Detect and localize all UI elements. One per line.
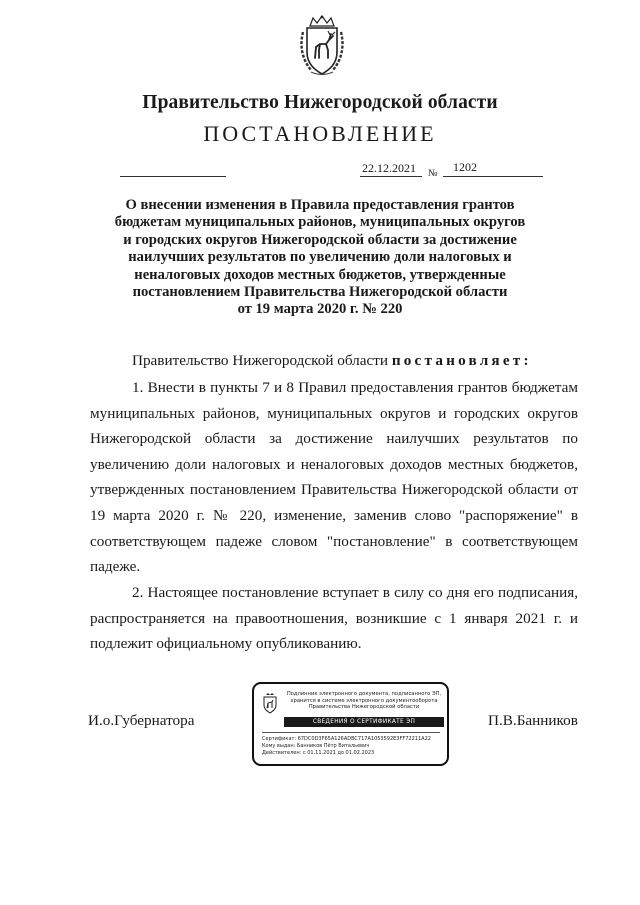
document-number: 1202 bbox=[453, 160, 477, 174]
stamp-header-line: Правительства Нижегородской области bbox=[308, 704, 420, 711]
heading-line: неналоговых доходов местных бюджетов, утвержденные bbox=[134, 266, 506, 283]
stamp-header-line: Подлинник электронного документа, подписанного ЭП, bbox=[286, 691, 442, 697]
stamp-validity: Действителен: с 01.11.2021 до 01.02.2023 bbox=[262, 750, 375, 756]
intro-resolves: постановляет: bbox=[391, 352, 532, 369]
number-underline bbox=[443, 176, 543, 177]
organization-title: Правительство Нижегородской области bbox=[142, 92, 498, 113]
signer-position: И.о.Губернатора bbox=[88, 712, 195, 729]
date-underline bbox=[360, 176, 422, 177]
heading-line: и городских округов Нижегородской области за достижение bbox=[123, 231, 517, 248]
stamp-divider bbox=[262, 732, 440, 733]
stamp-certificate-band: СВЕДЕНИЯ О СЕРТИФИКАТЕ ЭП bbox=[284, 717, 444, 727]
stamp-issued-to: Кому выдан: Банников Пётр Витальевич bbox=[262, 743, 370, 749]
document-date: 22.12.2021 bbox=[362, 161, 416, 175]
coat-of-arms-icon bbox=[297, 14, 347, 78]
resolution-intro bbox=[132, 348, 532, 374]
heading-line: О внесении изменения в Правила предоставления грантов bbox=[125, 197, 515, 213]
number-sign: № bbox=[428, 168, 438, 179]
heading-line: от 19 марта 2020 г. № 220 bbox=[237, 301, 403, 318]
paragraph-2: 2. Настоящее постановление вступает в силу со дня его подписания, распространяется на правоотношения, возникшие с 1 января 2021 г. и подлежит официальному опубликованию. bbox=[90, 584, 578, 653]
document-heading bbox=[100, 197, 540, 319]
signer-name: П.В.Банников bbox=[488, 712, 578, 729]
heading-line: бюджетам муниципальных районов, муниципальных округов bbox=[114, 214, 526, 231]
heading-line: наилучших результатов по увеличению доли налоговых и bbox=[128, 249, 512, 266]
document-type: ПОСТАНОВЛЕНИЕ bbox=[203, 121, 437, 146]
stamp-header-line: хранится в системе электронного документооборота bbox=[290, 697, 438, 704]
stamp-emblem-icon bbox=[262, 692, 278, 714]
left-blank-line bbox=[120, 176, 226, 177]
intro-prefix: Правительство Нижегородской области bbox=[132, 352, 392, 369]
paragraph-1: 1. Внести в пункты 7 и 8 Правил предоставления грантов бюджетам муниципальных районов, муниципальных округов и городских округов Нижегородской области за достижение наилучших результатов по увеличению доли налоговых и неналоговых доходов местных бюджетов, утвержденных постановлением Правительства Нижегородской области от 19 марта 2020 г. № 220, изменение, заменив слово "распоряжение" в соответствующем падеже словом "постановление" в соответствующем падеже. bbox=[90, 379, 578, 576]
electronic-signature-stamp bbox=[252, 682, 449, 766]
stamp-header bbox=[284, 691, 444, 711]
heading-line: постановлением Правительства Нижегородской области bbox=[132, 284, 508, 301]
stamp-certificate: Сертификат: 67DC0D3F65A126ADBC717A1053592E3FF72211A22 bbox=[262, 736, 431, 742]
